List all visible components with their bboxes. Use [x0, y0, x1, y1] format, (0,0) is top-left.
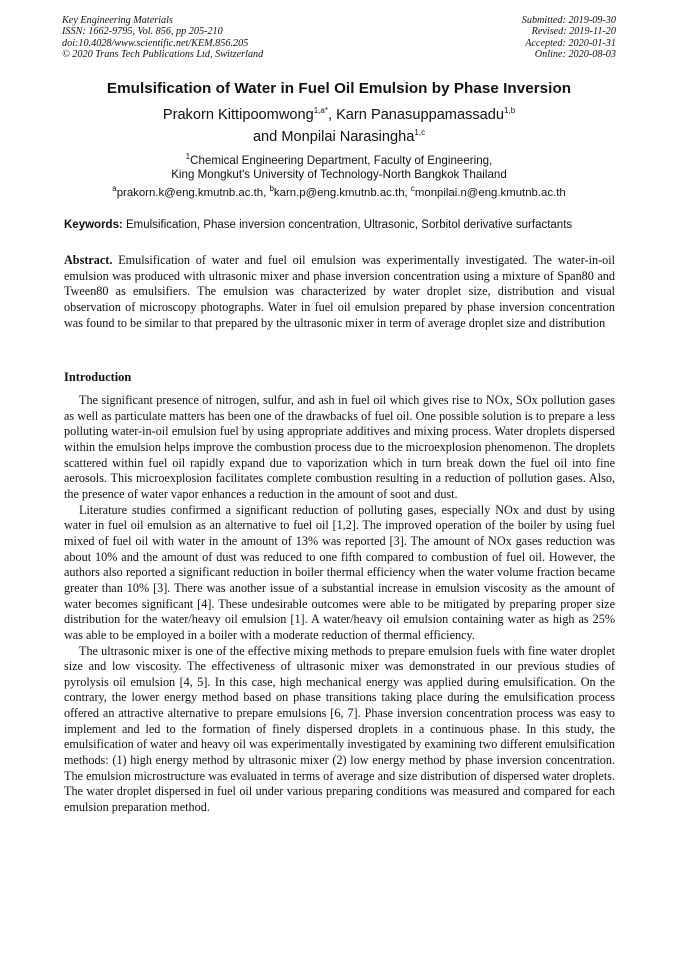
email-separator: , — [404, 186, 411, 199]
email-c-sup: c — [410, 184, 415, 193]
keywords — [64, 219, 614, 231]
email-b[interactable]: karn.p@eng.kmutnb.ac.th — [273, 186, 405, 199]
paragraph: The significant presence of nitrogen, sulfur, and ash in fuel oil which gives rise to NOx, SOx pollution gases as well as particulate matters has been one of the drawbacks of fuel oil. One possible solution is to prepare a less polluting water-in-oil emulsion fuel by using appropriate additives and mixing process. Water droplets dispersed within the emulsion helps improve the combustion process due to the microexplosion phenomenon. The droplets scattered within fuel oil rapidly expand due to vaporization which in turn break down the fuel oil into fine aerosols. This microexplosion facilitates complete combustion resulting in a reduction of pollution gases. Also, the presence of water vapor enhances a reduction in the amount of soot and dust. — [64, 393, 615, 501]
author-3-sup: 1,c — [414, 128, 426, 138]
section-heading-introduction: Introduction — [64, 370, 132, 384]
email-a[interactable]: prakorn.k@eng.kmutnb.ac.th — [116, 186, 264, 199]
paragraph: Literature studies confirmed a significant reduction of polluting gases, especially NOx and dust by using water in fuel oil emulsion as an alternative to fuel oil [1,2]. The improved operation of the boiler by using fuel mixed of fuel oil with water in the amount of 13% was reported [3]. The amount of NOx gases reduction was about 10% and the amount of dust was reduced to one fifth compared to combustion of fuel oil. However, the authors also reported a significant reduction in boiler thermal efficiency when the water volume fraction became greater than 10% [3]. There was another issue of a substantial increase in emulsion viscosity as the amount of water becomes significant [4]. These undesirable outcomes were able to be mitigated by preparing proper size distribution for the water/heavy oil emulsion [1]. A water/heavy oil emulsion containing water as high as 25% was able to be employed in a boiler with a moderate reduction of thermal efficiency. — [64, 502, 615, 642]
author-line-1 — [0, 102, 678, 124]
journal-name: Key Engineering Materials — [62, 15, 173, 26]
affiliation-line-2: King Mongkut's University of Technology-North Bangkok Thailand — [171, 168, 507, 182]
affiliation — [0, 150, 678, 183]
publication-dates — [522, 15, 616, 61]
abstract-text: Emulsification of water and fuel oil emulsion was experimentally investigated. The water-in-oil emulsion was produced with ultrasonic mixer and phase inversion concentration using a mixture of Span80 and Tween80 as emulsifiers. The emulsion was characterized by water droplet size, distribution and visual observation of microscopy photographs. Water in fuel oil emulsion prepared by phase inversion concentration was found to be similar to that prepared by the ultrasonic mixer in term of average droplet size and distribution — [64, 253, 615, 330]
author-1-sup: 1,a* — [313, 106, 328, 115]
affiliation-line-1 — [0, 150, 678, 168]
email-c[interactable]: monpilai.n@eng.kmutnb.ac.th — [414, 186, 566, 199]
journal-info — [62, 15, 263, 61]
author-2-sup: 1,b — [504, 106, 516, 115]
online-date: Online: 2020-08-03 — [534, 49, 616, 61]
author-1-name: Prakorn Kittipoomwong — [162, 106, 314, 123]
affiliation-text-1: Chemical Engineering Department, Faculty of Engineering, — [190, 153, 493, 167]
author-line-2 — [0, 124, 678, 146]
email-separator: , — [263, 186, 270, 199]
author-list — [0, 102, 678, 147]
publication-header — [62, 15, 616, 61]
copyright: © 2020 Trans Tech Publications Ltd, Switzerland — [62, 49, 264, 61]
revised-date: Revised: 2019-11-20 — [531, 26, 616, 38]
paper-title: Emulsification of Water in Fuel Oil Emulsion by Phase Inversion — [106, 80, 572, 97]
paragraph: The ultrasonic mixer is one of the effective mixing methods to prepare emulsion fuels with fine water droplet size and low viscosity. The effectiveness of ultrasonic mixer was demonstrated in our previous studies of pyrolysis oil emulsion [4, 5]. In this case, high mechanical energy was applied during emulsification. On the contrary, the lower energy method based on phase transitions taking place during the emulsification process offered an attractive alternative to prepare emulsions [6, 7]. Phase inversion concentration process was easy to implement and led to the formation of finely dispersed droplets in a continuous phase. In this study, the emulsification of water and heavy oil was experimentally investigated by examining two different emulsification methods: (1) high energy method by ultrasonic mixer (2) low energy method by phase inversion concentration. The emulsion microstructure was evaluated in terms of average and size distribution of dispersed water droplets. The water droplet dispersed in fuel oil under various preparing conditions was measured and compared for each emulsion preparation method. — [64, 643, 615, 815]
keywords-label: Keywords: — [64, 219, 123, 231]
author-2-name: Karn Panasuppamassadu — [336, 106, 505, 123]
email-a-sup: a — [112, 184, 117, 193]
affiliation-sup: 1 — [185, 152, 191, 161]
submitted-date: Submitted: 2019-09-30 — [521, 15, 616, 26]
author-3-prefix: and — [252, 129, 282, 146]
author-emails — [0, 184, 678, 199]
abstract-label: Abstract. — [64, 253, 113, 267]
abstract — [64, 253, 615, 331]
keywords-text: Emulsification, Phase inversion concentration, Ultrasonic, Sorbitol derivative surfactants — [122, 219, 573, 231]
issn: ISSN: 1662-9795, Vol. 856, pp 205-210 — [62, 26, 223, 38]
author-3-name: Monpilai Narasingha — [281, 129, 415, 146]
email-b-sup: b — [269, 184, 274, 193]
introduction-body — [64, 393, 615, 816]
author-separator: , — [327, 106, 337, 123]
accepted-date: Accepted: 2020-01-31 — [525, 37, 616, 49]
doi: doi:10.4028/www.scientific.net/KEM.856.205 — [62, 37, 249, 49]
